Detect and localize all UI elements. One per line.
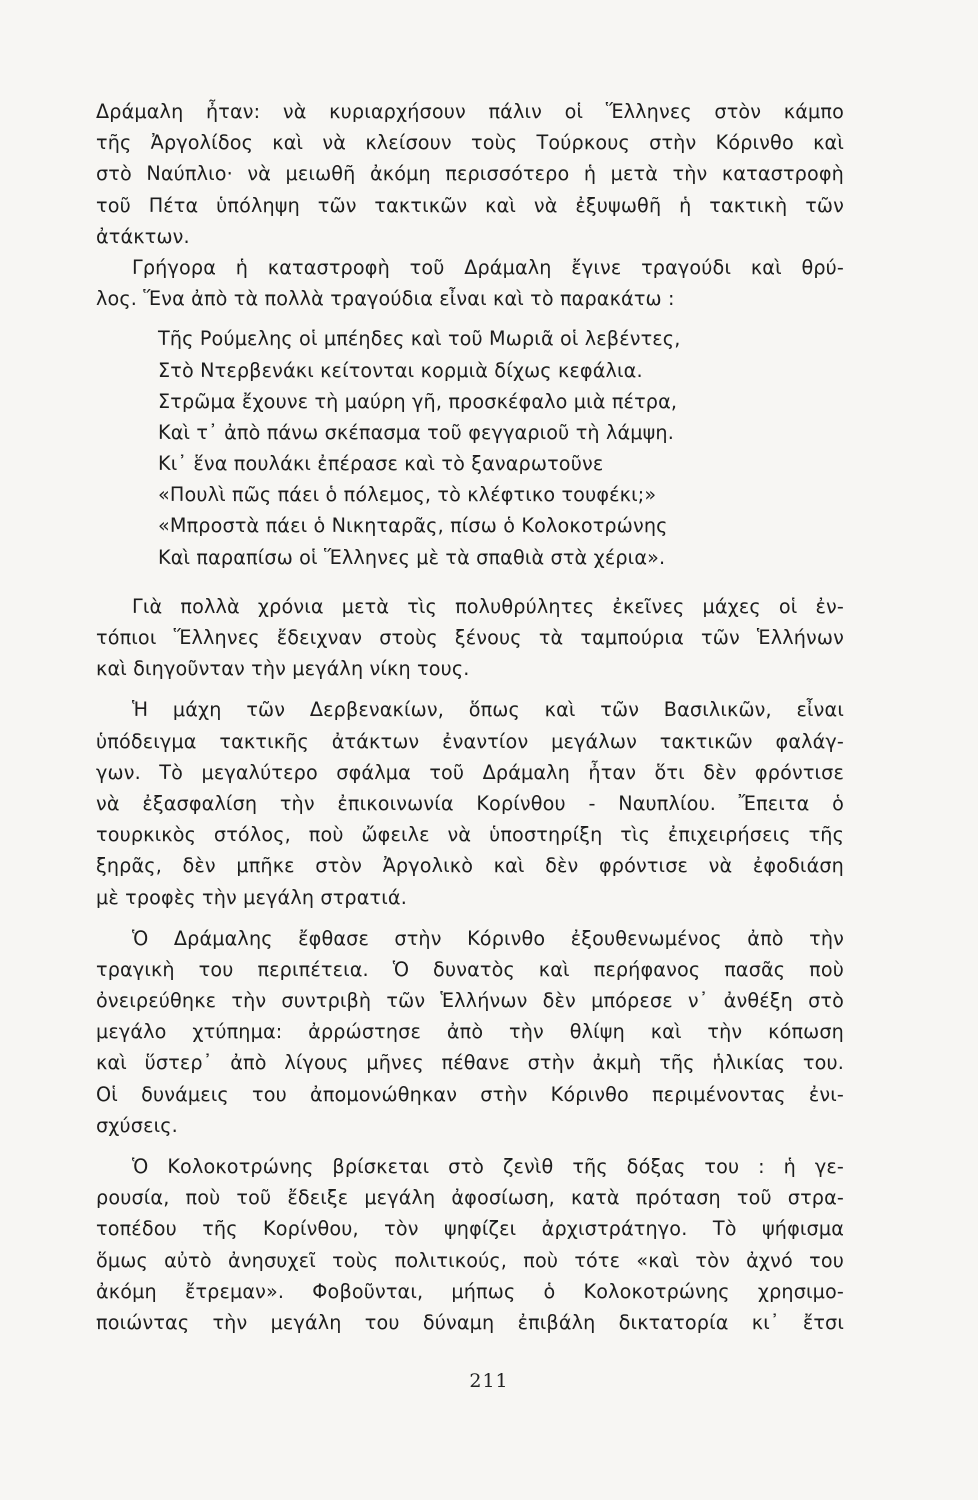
text-line: ξηρᾶς, δὲν μπῆκε στὸν Ἀργολικὸ καὶ δὲν φρόντισε νὰ ἐφοδιάση	[96, 854, 844, 878]
paragraph-5	[96, 923, 844, 1141]
text-line: Οἱ δυνάμεις του ἀπομονώθηκαν στὴν Κόρινθο περιμένοντας ἐνι-	[96, 1082, 844, 1106]
verse-line: Τῆς Ρούμελης οἱ μπέηδες καὶ τοῦ Μωριᾶ οἱ λεβέντες,	[158, 327, 681, 351]
text-line: τῆς Ἀργολίδος καὶ νὰ κλείσουν τοὺς Τούρκους στὴν Κόρινθο καὶ	[96, 131, 844, 155]
text-line: Ὁ Κολοκοτρώνης βρίσκεται στὸ ζενὶθ τῆς δόξας του : ἡ γε-	[132, 1155, 844, 1178]
text-line: τουρκικὸς στόλος, ποὺ ὤφειλε νὰ ὑποστηρίξη τὶς ἐπιχειρήσεις τῆς	[96, 823, 844, 847]
body-text	[96, 96, 844, 1338]
paragraph-3	[96, 591, 844, 685]
paragraph-6	[96, 1151, 844, 1338]
verse-line: «Μπροστὰ πάει ὁ Νικηταρᾶς, πίσω ὁ Κολοκοτρώνης	[158, 514, 668, 538]
text-line: τοπέδου τῆς Κορίνθου, τὸν ψηφίζει ἀρχιστράτηγο. Τὸ ψήφισμα	[96, 1217, 844, 1241]
text-line: νὰ ἐξασφαλίση τὴν ἐπικοινωνία Κορίνθου - Ναυπλίου. Ἔπειτα ὁ	[96, 791, 844, 815]
text-line: τόπιοι Ἕλληνες ἔδειχναν στοὺς ξένους τὰ ταμπούρια τῶν Ἑλλήνων	[96, 626, 844, 649]
paragraph-2	[96, 252, 844, 314]
verse-line: Στὸ Ντερβενάκι κείτονται κορμιὰ δίχως κεφάλια.	[158, 358, 643, 382]
text-line: μὲ τροφὲς τὴν μεγάλη στρατιά.	[96, 885, 407, 909]
folk-song-verse	[96, 323, 844, 573]
paragraph-1	[96, 96, 844, 252]
text-line: Ἡ μάχη τῶν Δερβενακίων, ὅπως καὶ τῶν Βασιλικῶν, εἶναι	[132, 698, 844, 722]
text-line: τοῦ Πέτα ὑπόληψη τῶν τακτικῶν καὶ νὰ ἐξυψωθῆ ἡ τακτικὴ τῶν	[96, 193, 844, 217]
verse-line: Κι᾽ ἕνα πουλάκι ἐπέρασε καὶ τὸ ξαναρωτοῦνε	[158, 452, 604, 476]
text-line: ποιώντας τὴν μεγάλη του δύναμη ἐπιβάλη δικτατορία κι᾽ ἔτσι	[96, 1310, 844, 1334]
text-line: ὀνειρεύθηκε τὴν συντριβὴ τῶν Ἑλλήνων δὲν μπόρεσε ν᾽ ἀνθέξη στὸ	[96, 989, 844, 1013]
text-line: ὑπόδειγμα τακτικῆς ἀτάκτων ἐναντίον μεγάλων τακτικῶν φαλάγ-	[96, 729, 844, 753]
text-line: Δράμαλη ἦταν: νὰ κυριαρχήσουν πάλιν οἱ Ἕλληνες στὸν κάμπο	[96, 100, 844, 123]
text-line: Ὁ Δράμαλης ἔφθασε στὴν Κόρινθο ἐξουθενωμένος ἀπὸ τὴν	[132, 926, 844, 950]
text-line: λος. Ἕνα ἀπὸ τὰ πολλὰ τραγούδια εἶναι καὶ τὸ παρακάτω :	[96, 287, 675, 311]
page-number: 211	[469, 1370, 509, 1392]
text-line: ὅμως αὐτὸ ἀνησυχεῖ τοὺς πολιτικούς, ποὺ τότε «καὶ τὸν ἀχνό του	[96, 1248, 844, 1272]
text-line: στὸ Ναύπλιο· νὰ μειωθῆ ἀκόμη περισσότερο ἡ μετὰ τὴν καταστροφὴ	[96, 162, 844, 186]
paragraph-4	[96, 694, 844, 912]
text-line: καὶ ὕστερ᾽ ἀπὸ λίγους μῆνες πέθανε στὴν ἀκμὴ τῆς ἡλικίας του.	[96, 1051, 844, 1075]
text-line: ἀκόμη ἔτρεμαν». Φοβοῦνται, μήπως ὁ Κολοκοτρώνης χρησιμο-	[96, 1279, 844, 1303]
verse-line: «Πουλὶ πῶς πάει ὁ πόλεμος, τὸ κλέφτικο τουφέκι;»	[158, 483, 657, 507]
text-line: καὶ διηγοῦνταν τὴν μεγάλη νίκη τους.	[96, 657, 470, 681]
text-line: Γρήγορα ἡ καταστροφὴ τοῦ Δράμαλη ἔγινε τραγούδι καὶ θρύ-	[132, 255, 844, 279]
text-line: γων. Τὸ μεγαλύτερο σφάλμα τοῦ Δράμαλη ἦταν ὅτι δὲν φρόντισε	[96, 760, 844, 784]
text-line: τραγικὴ του περιπέτεια. Ὁ δυνατὸς καὶ περήφανος πασᾶς ποὺ	[96, 957, 844, 981]
verse-line: Καὶ τ᾽ ἀπὸ πάνω σκέπασμα τοῦ φεγγαριοῦ τὴ λάμψη.	[158, 420, 674, 444]
text-line: μεγάλο χτύπημα: ἀρρώστησε ἀπὸ τὴν θλίψη καὶ τὴν κόπωση	[96, 1020, 844, 1044]
text-line: ἀτάκτων.	[96, 224, 190, 248]
text-line: σχύσεις.	[96, 1113, 178, 1137]
verse-line: Καὶ παραπίσω οἱ Ἕλληνες μὲ τὰ σπαθιὰ στὰ χέρια».	[158, 545, 666, 569]
text-line: Γιὰ πολλὰ χρόνια μετὰ τὶς πολυθρύλητες ἐκεῖνες μάχες οἱ ἐν-	[132, 594, 844, 618]
text-line: ρουσία, ποὺ τοῦ ἔδειξε μεγάλη ἀφοσίωση, κατὰ πρόταση τοῦ στρα-	[96, 1186, 844, 1210]
verse-line: Στρῶμα ἔχουνε τὴ μαύρη γῆ, προσκέφαλο μιὰ πέτρα,	[158, 389, 678, 413]
